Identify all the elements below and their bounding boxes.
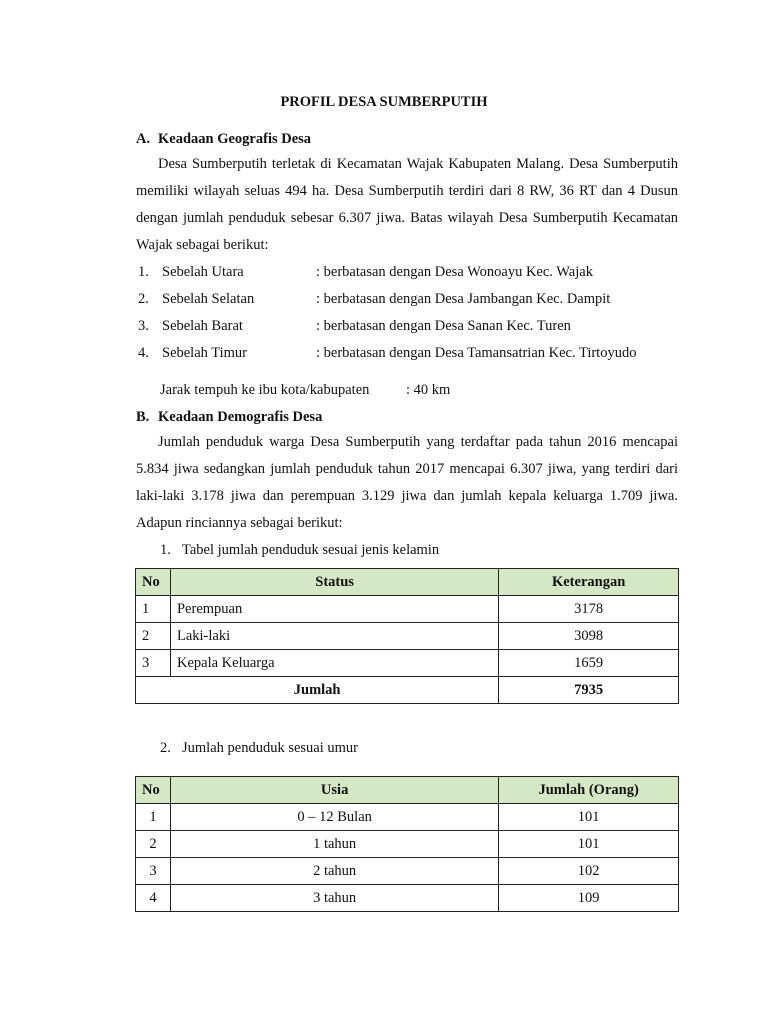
cell-jumlah: 102	[499, 858, 679, 885]
cell-status: Laki-laki	[170, 623, 498, 650]
border-side: Sebelah Selatan	[162, 291, 255, 307]
section-a-title: Keadaan Geografis Desa	[158, 131, 312, 147]
cell-usia: 2 tahun	[170, 858, 498, 885]
section-a-label: A.	[136, 131, 151, 147]
table-header-row	[136, 569, 679, 596]
table2-caption	[160, 740, 358, 757]
cell-jumlah: 109	[499, 885, 679, 912]
header-no: No	[136, 569, 171, 596]
section-b-paragraph	[136, 429, 678, 537]
table2-caption-text: Jumlah penduduk sesuai umur	[182, 740, 358, 756]
border-desc: : berbatasan dengan Desa Tamansatrian Kec. Tirtoyudo	[316, 345, 637, 361]
cell-no: 2	[136, 831, 171, 858]
distance-value: : 40 km	[406, 382, 451, 398]
table-row	[136, 650, 679, 677]
cell-usia: 1 tahun	[170, 831, 498, 858]
section-b-title: Keadaan Demografis Desa	[158, 409, 323, 425]
table1-caption-text: Tabel jumlah penduduk sesuai jenis kelamin	[182, 542, 440, 558]
header-keterangan: Keterangan	[499, 569, 679, 596]
border-desc: : berbatasan dengan Desa Sanan Kec. Turen	[316, 318, 571, 334]
border-num: 4.	[138, 345, 149, 361]
section-a-heading	[136, 131, 311, 148]
table-row	[136, 804, 679, 831]
border-desc: : berbatasan dengan Desa Wonoayu Kec. Wajak	[316, 264, 593, 280]
section-b-heading	[136, 409, 322, 426]
cell-keterangan: 1659	[499, 650, 679, 677]
distance-line	[160, 382, 451, 399]
border-desc: : berbatasan dengan Desa Jambangan Kec. Dampit	[316, 291, 611, 307]
table-row	[136, 831, 679, 858]
cell-jumlah: 101	[499, 831, 679, 858]
border-num: 2.	[138, 291, 149, 307]
border-num: 3.	[138, 318, 149, 334]
cell-usia: 0 – 12 Bulan	[170, 804, 498, 831]
gender-table	[135, 568, 679, 704]
cell-no: 1	[136, 804, 171, 831]
table-row	[136, 858, 679, 885]
cell-no: 1	[136, 596, 171, 623]
table-row	[136, 885, 679, 912]
cell-no: 4	[136, 885, 171, 912]
distance-label: Jarak tempuh ke ibu kota/kabupaten	[160, 382, 370, 398]
table-header-row	[136, 777, 679, 804]
cell-no: 3	[136, 858, 171, 885]
section-b-text: Jumlah penduduk warga Desa Sumberputih yang terdaftar pada tahun 2016 mencapai 5.834 jiwa sedangkan jumlah penduduk tahun 2017 mencapai 6.307 jiwa, yang terdiri dari laki-laki 3.178 jiwa dan perempuan 3.129 jiwa dan jumlah kepala keluarga 1.709 jiwa. Adapun rinciannya sebagai berikut:	[136, 434, 678, 531]
total-label: Jumlah	[136, 677, 499, 704]
section-a-text: Desa Sumberputih terletak di Kecamatan Wajak Kabupaten Malang. Desa Sumberputih memiliki wilayah seluas 494 ha. Desa Sumberputih terdiri dari 8 RW, 36 RT dan 4 Dusun dengan jumlah penduduk sebesar 6.307 jiwa. Batas wilayah Desa Sumberputih Kecamatan Wajak sebagai berikut:	[136, 156, 678, 253]
cell-usia: 3 tahun	[170, 885, 498, 912]
cell-keterangan: 3178	[499, 596, 679, 623]
header-no: No	[136, 777, 171, 804]
table1-caption	[160, 542, 439, 559]
table-row	[136, 596, 679, 623]
section-b-label: B.	[136, 409, 150, 425]
total-value: 7935	[499, 677, 679, 704]
cell-jumlah: 101	[499, 804, 679, 831]
cell-no: 2	[136, 623, 171, 650]
border-side: Sebelah Barat	[162, 318, 243, 334]
header-status: Status	[170, 569, 498, 596]
cell-keterangan: 3098	[499, 623, 679, 650]
cell-status: Perempuan	[170, 596, 498, 623]
table2-caption-num: 2.	[160, 740, 171, 756]
table-row	[136, 623, 679, 650]
table1-caption-num: 1.	[160, 542, 171, 558]
section-a-paragraph	[136, 151, 678, 259]
cell-no: 3	[136, 650, 171, 677]
border-side: Sebelah Utara	[162, 264, 244, 280]
table-total-row	[136, 677, 679, 704]
header-usia: Usia	[170, 777, 498, 804]
age-table	[135, 776, 679, 912]
page-title: PROFIL DESA SUMBERPUTIH	[280, 94, 488, 110]
border-num: 1.	[138, 264, 149, 280]
header-jumlah: Jumlah (Orang)	[499, 777, 679, 804]
border-side: Sebelah Timur	[162, 345, 247, 361]
cell-status: Kepala Keluarga	[170, 650, 498, 677]
